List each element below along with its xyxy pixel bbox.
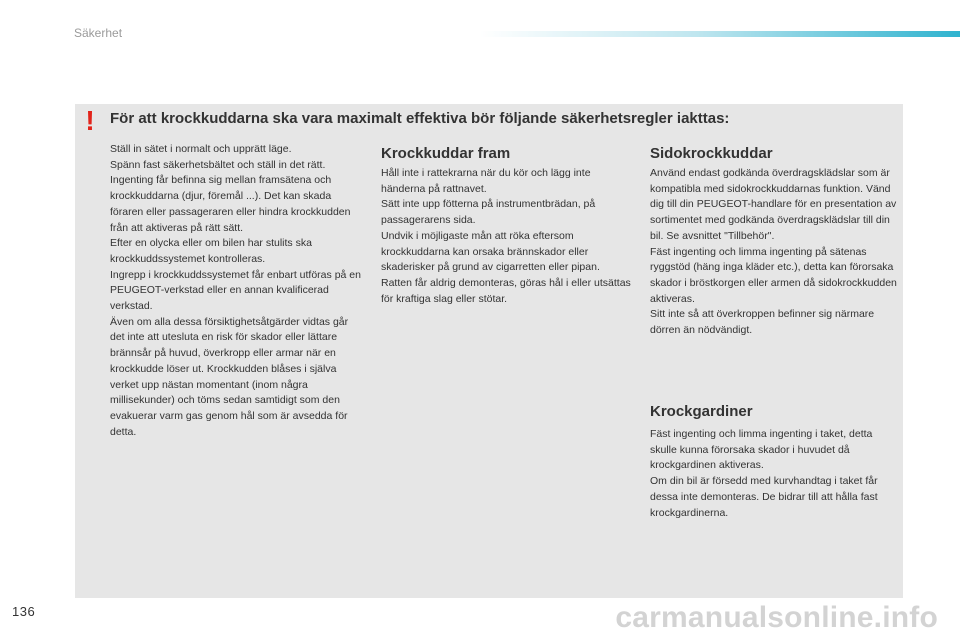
front-airbags-title: Krockkuddar fram — [381, 145, 511, 162]
front-airbags-paragraph: Håll inte i rattekrarna när du kör och lägg inte händerna på rattnavet. Sätt inte upp fötterna på instrumentbrädan, på passagerarens sida. Undvik i möjligaste mån att röka eftersom krockkuddarna kan orsaka brännskador eller skaderisker på grund av cigarretten eller pipan. Ratten får aldrig demonteras, göras hål i eller utsättas för kraftiga slag eller stötar. — [381, 167, 631, 305]
exclamation-icon: ! — [85, 105, 95, 136]
front-airbags-text — [381, 166, 631, 307]
side-airbags-text — [650, 166, 900, 339]
watermark: carmanualsonline.info — [615, 601, 938, 634]
curtain-airbags-title: Krockgardiner — [650, 403, 753, 420]
general-safety-text — [110, 142, 362, 440]
general-safety-paragraph: Ställ in sätet i normalt och upprätt läge. Spänn fast säkerhetsbältet och ställ in det rätt. Ingenting får befinna sig mellan framsätena och krockkuddarna (djur, föremål ...). Det kan skada föraren eller passageraren eller hindra krockkudden från att aktiveras på rätt sätt. Efter en olycka eller om bilen har stulits ska krockkuddssystemet kontrolleras. Ingrepp i krockkuddssystemet får enbart utföras på en PEUGEOT-verkstad eller en annan kvalificerad verkstad. Även om alla dessa försiktighetsåtgärder vidtas går det inte att utesluta en risk för skador eller lättare brännsår på huvud, överkropp eller armar när en krockkudde löser ut. Krockkudden blåses i själva verket upp nästan momentant (inom några millisekunder) och töms sedan samtidigt som den evakuerar varm gas genom hål som är avsedda för detta. — [110, 143, 361, 438]
curtain-airbags-text — [650, 427, 900, 521]
curtain-airbags-paragraph: Fäst ingenting och limma ingenting i taket, detta skulle kunna förorsaka skador i huvudet då krockgardinen aktiveras. Om din bil är försedd med kurvhandtag i taket får dessa inte demonteras. De bidrar till att hålla fast krockgardinerna. — [650, 428, 878, 519]
side-airbags-paragraph: Använd endast godkända överdragsklädslar som är kompatibla med sidokrockkuddarnas funktion. Vänd dig till din PEUGEOT-handlare för en presentation av sortimentet med godkända överdragsklädslar till din bil. Se avsnittet "Tillbehör". Fäst ingenting och limma ingenting på sätenas ryggstöd (häng inga kläder etc.), detta kan förorsaka skador i bröstkorgen eller armen då sidokrockkudden aktiveras. Sitt inte så att överkroppen befinner sig närmare dörren än nödvändigt. — [650, 167, 897, 337]
header-accent-bar — [480, 31, 960, 37]
warning-headline: För att krockkuddarna ska vara maximalt effektiva bör följande säkerhetsregler iakttas: — [110, 110, 730, 127]
side-airbags-title: Sidokrockkuddar — [650, 145, 773, 162]
page-number: 136 — [12, 604, 36, 619]
section-title: Säkerhet — [74, 26, 123, 40]
